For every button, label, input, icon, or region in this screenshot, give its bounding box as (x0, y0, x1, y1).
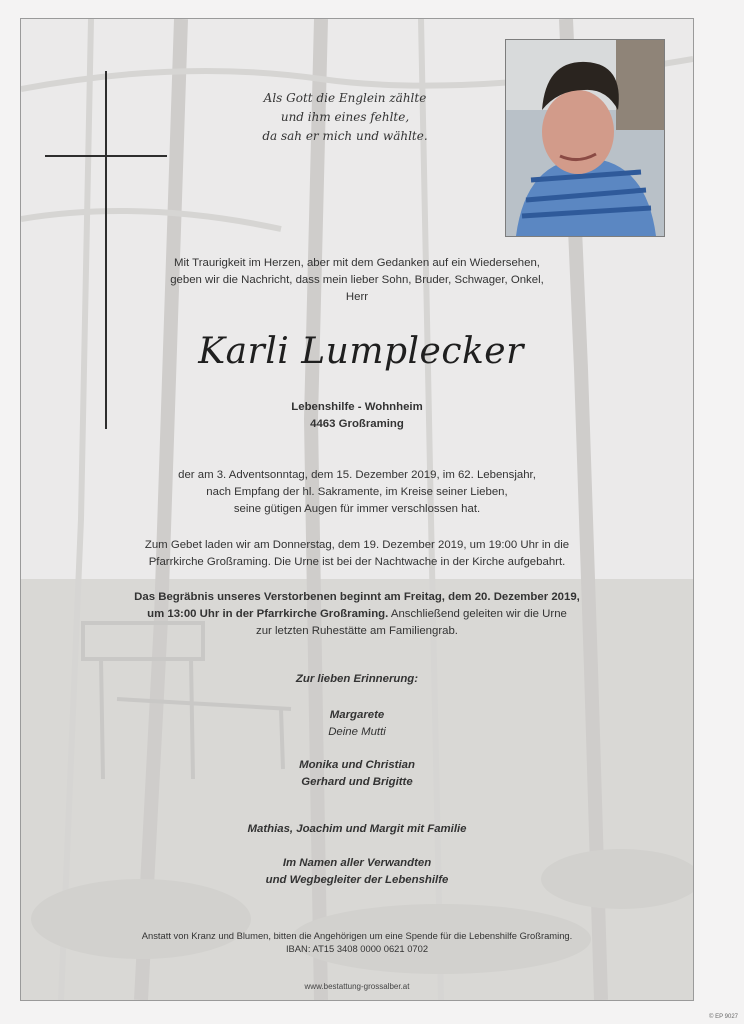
donation-line: Anstatt von Kranz und Blumen, bitten die Angehörigen um eine Spende für die Lebenshilfe Großraming. (141, 930, 573, 941)
intro-text (157, 255, 557, 306)
mourner-mother (207, 707, 507, 741)
closing-line: und Wegbegleiter der Lebenshilfe (265, 874, 449, 886)
intro-line: Mit Traurigkeit im Herzen, aber mit dem Gedanken auf ein Wiedersehen, (174, 257, 540, 269)
memory-heading: Zur lieben Erinnerung: (295, 673, 419, 685)
address (207, 399, 507, 433)
portrait-photo (505, 39, 665, 237)
intro-line: Herr (345, 291, 369, 303)
funeral-line: zur letzten Ruhestätte am Familiengrab. (256, 625, 458, 637)
mourner-closing (207, 855, 507, 889)
funeral-continuation: Anschließend geleiten wir die Urne (388, 608, 567, 620)
obituary-sheet (20, 18, 694, 1001)
death-notice-line: nach Empfang der hl. Sakramente, im Kreise seiner Lieben, (206, 486, 508, 498)
closing-line: Im Namen aller Verwandten (282, 857, 432, 869)
funeral-line (107, 606, 607, 623)
cross-horizontal (45, 155, 167, 157)
donation-request (107, 929, 607, 955)
funeral-time: um 13:00 Uhr in der Pfarrkirche Großraming. (147, 608, 389, 620)
mourner-role: Deine Mutti (328, 726, 386, 738)
address-line: Lebenshilfe - Wohnheim (291, 401, 423, 413)
cross-vertical (105, 71, 107, 429)
death-notice-line: der am 3. Adventsonntag, dem 15. Dezember 2019, im 62. Lebensjahr, (178, 469, 536, 481)
poem-line: und ihm eines fehlte, (280, 110, 410, 124)
mourner-couple: Gerhard und Brigitte (301, 776, 413, 788)
funeral-line: Das Begräbnis unseres Verstorbenen beginnt am Freitag, dem 20. Dezember 2019, (134, 591, 580, 603)
donation-iban: IBAN: AT15 3408 0000 0621 0702 (285, 943, 429, 954)
website-link[interactable]: www.bestattung-grossalber.at (304, 982, 410, 991)
intro-line: geben wir die Nachricht, dass mein lieber Sohn, Bruder, Schwager, Onkel, (170, 274, 544, 286)
mourner-couple: Monika und Christian (299, 759, 415, 771)
corner-mark: © EP 9027 (709, 1014, 738, 1020)
poem-line: da sah er mich und wählte. (262, 129, 428, 143)
mourner-siblings: Mathias, Joachim und Margit mit Familie (247, 823, 467, 835)
death-notice (157, 467, 557, 518)
deceased-name: Karli Lumplecker (198, 331, 524, 372)
prayer-line: Zum Gebet laden wir am Donnerstag, dem 19. Dezember 2019, um 19:00 Uhr in die (144, 539, 570, 551)
death-notice-line: seine gütigen Augen für immer verschlossen hat. (233, 503, 481, 515)
mourner-name: Margarete (329, 709, 385, 721)
prayer-line: Pfarrkirche Großraming. Die Urne ist bei der Nachtwache in der Kirche aufgebahrt. (148, 556, 566, 568)
funeral-notice (107, 589, 607, 640)
mourner-couples (207, 757, 507, 791)
prayer-notice (127, 537, 587, 571)
poem (195, 89, 495, 146)
address-line: 4463 Großraming (310, 418, 404, 430)
poem-line: Als Gott die Englein zählte (263, 91, 427, 105)
